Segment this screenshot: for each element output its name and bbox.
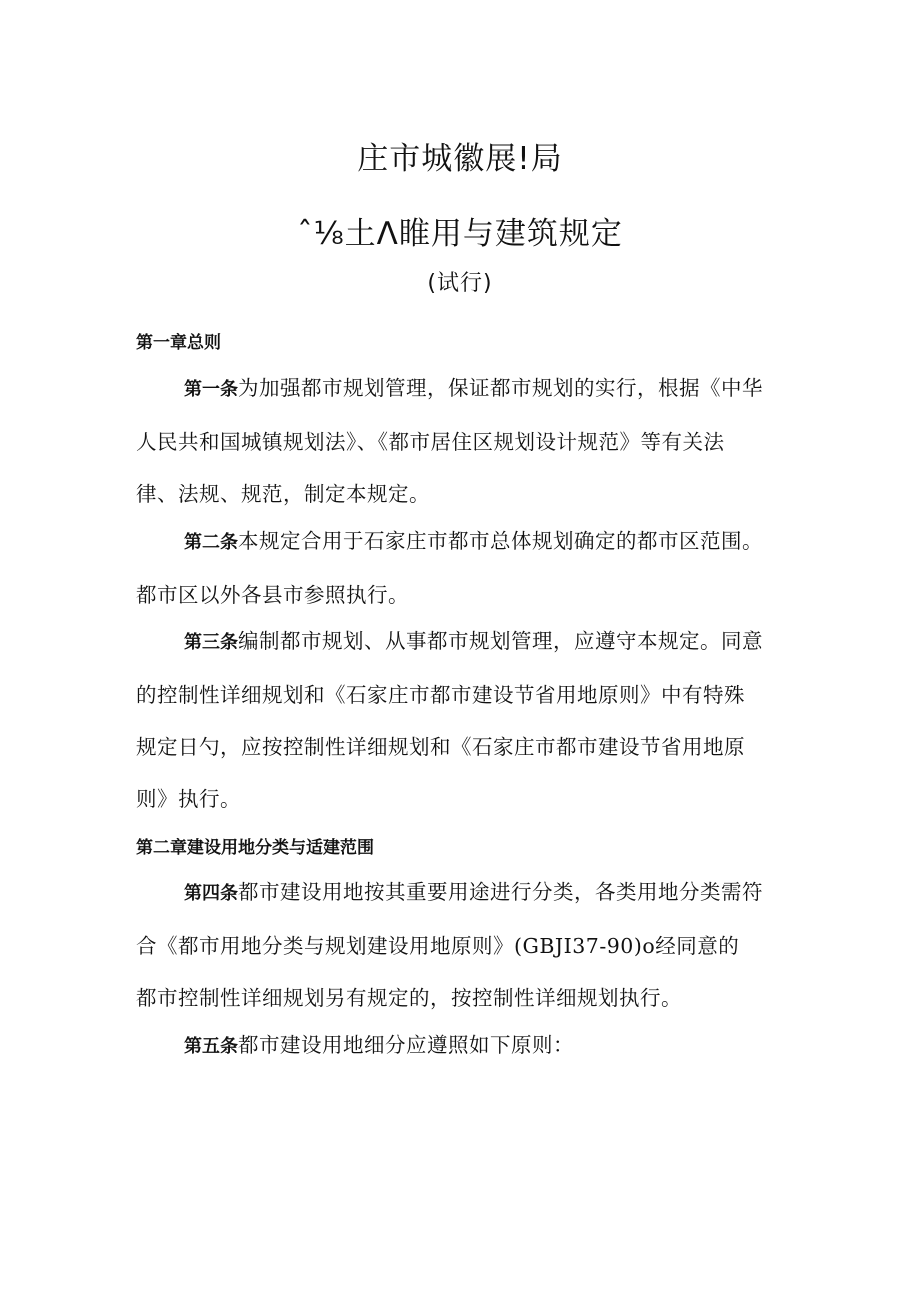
article-line: 人民共和国城镇规划法》、《都市居住区规划设计规范》等有关法 — [136, 430, 725, 454]
article-line — [136, 515, 786, 569]
article-paragraph — [136, 866, 786, 1024]
chapter-heading: 第二章建设用地分类与适建范围 — [136, 838, 374, 858]
article-number: 第五条 — [184, 1036, 238, 1057]
document-title-line-2: ˆ⅛土Λ睢用与建筑规定 — [297, 216, 623, 252]
article-text: 编制都市规划、从事都市规划管理，应遵守本规定。同意 — [238, 629, 763, 653]
article-line — [136, 1019, 786, 1073]
article-paragraph — [136, 1019, 786, 1073]
chapter-heading: 第一章总则 — [136, 333, 221, 353]
article-paragraph — [136, 515, 786, 621]
article-number: 第一条 — [184, 379, 238, 400]
article-paragraph — [136, 362, 786, 520]
article-number: 第二条 — [184, 532, 238, 553]
article-line: 都市区以外各县市参照执行。 — [136, 583, 409, 607]
article-text: 都市建设用地按其重要用途进行分类，各类用地分类需符 — [238, 880, 763, 904]
article-line: 律、法规、规范，制定本规定。 — [136, 482, 430, 506]
article-line: 规定日勺，应按控制性详细规划和《石家庄市都市建设节省用地原 — [136, 735, 745, 759]
article-line: 的控制性详细规划和《石家庄市都市建设节省用地原则》中有特殊 — [136, 683, 745, 707]
article-text: 为加强都市规划管理，保证都市规划的实行，根据《中华 — [238, 376, 763, 400]
article-line — [136, 362, 786, 416]
document-title-trial-note: (试行) — [427, 271, 493, 296]
article-text: 本规定合用于石家庄市都市总体规划确定的都市区范围。 — [238, 529, 763, 553]
document-title-line-1: 庄市城徽展!局 — [357, 141, 563, 177]
article-paragraph — [136, 615, 786, 825]
article-number: 第三条 — [184, 632, 238, 653]
article-line: 合《都市用地分类与规划建设用地原则》(GBJI37-90)o经同意的 — [136, 934, 740, 958]
article-number: 第四条 — [184, 883, 238, 904]
article-line — [136, 615, 786, 669]
article-text: 都市建设用地细分应遵照如下原则： — [238, 1033, 574, 1057]
article-line: 则》执行。 — [136, 787, 241, 811]
article-line: 都市控制性详细规划另有规定的，按控制性详细规划执行。 — [136, 986, 682, 1010]
article-line — [136, 866, 786, 920]
